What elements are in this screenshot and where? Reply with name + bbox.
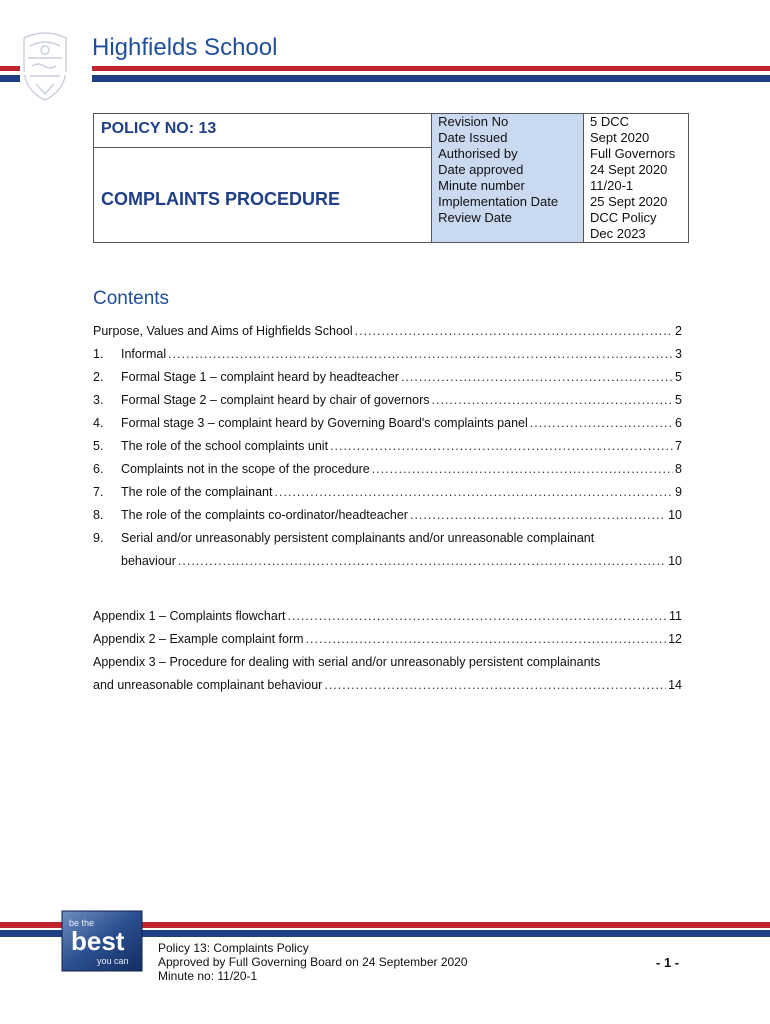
toc-entry[interactable] [93, 416, 682, 439]
toc-page-number: 2 [675, 324, 682, 338]
field-value: Full Governors [590, 146, 676, 161]
footer-approval-line: Approved by Full Governing Board on 24 September 2020 [158, 955, 468, 969]
toc-leader [401, 370, 673, 384]
toc-entry-text: Appendix 1 – Complaints flowchart [93, 609, 286, 623]
toc-entry-text: The role of the complaints co-ordinator/headteacher [121, 508, 408, 522]
field-value: Dec 2023 [590, 226, 646, 241]
toc-entry[interactable] [93, 462, 682, 485]
policy-field-values [584, 114, 689, 243]
toc-leader [372, 462, 673, 476]
toc-leader [287, 609, 667, 623]
appendix-list [93, 609, 682, 701]
toc-entry[interactable] [93, 485, 682, 508]
toc-leader [530, 416, 673, 430]
toc-leader [432, 393, 674, 407]
toc-page-number: 10 [668, 554, 682, 568]
toc-page-number: 5 [675, 393, 682, 407]
toc-entry-text: Formal stage 3 – complaint heard by Governing Board's complaints panel [121, 416, 528, 430]
field-value: Sept 2020 [590, 130, 650, 145]
toc-entry-number: 5. [93, 439, 104, 453]
toc-page-number: 14 [668, 678, 682, 692]
toc-entry-number: 9. [93, 531, 104, 545]
toc-entry-text: Complaints not in the scope of the procedure [121, 462, 370, 476]
toc-entry-text: The role of the complainant [121, 485, 273, 499]
toc-entry-text: behaviour [121, 554, 176, 568]
toc-entry-number: 7. [93, 485, 104, 499]
toc-page-number: 9 [675, 485, 682, 499]
footer-policy-line: Policy 13: Complaints Policy [158, 941, 309, 955]
toc-page-number: 12 [668, 632, 682, 646]
toc-entry-text: and unreasonable complainant behaviour [93, 678, 323, 692]
toc-leader [306, 632, 667, 646]
policy-number: POLICY NO: 13 [94, 114, 432, 148]
toc-entry-text: The role of the school complaints unit [121, 439, 329, 453]
toc-leader [410, 508, 666, 522]
toc-entry-text: Formal Stage 1 – complaint heard by headteacher [121, 370, 399, 384]
toc-leader [274, 485, 673, 499]
toc-entry-number: 8. [93, 508, 104, 522]
toc-entry-number: 1. [93, 347, 104, 361]
field-label: Date approved [438, 162, 524, 177]
toc-entry-text: Serial and/or unreasonably persistent complainants and/or unreasonable complainant [121, 531, 595, 545]
toc-page-number: 11 [669, 609, 682, 623]
toc-entry-text: Purpose, Values and Aims of Highfields School [93, 324, 353, 338]
logo-text-top: be the [69, 918, 95, 928]
logo-text-bottom: you can [97, 956, 129, 966]
toc-leader [324, 678, 666, 692]
table-of-contents [93, 324, 682, 577]
toc-entry-continuation[interactable] [93, 554, 682, 577]
policy-title: COMPLAINTS PROCEDURE [94, 148, 432, 243]
field-label: Implementation Date [438, 194, 559, 209]
toc-entry-text: Appendix 2 – Example complaint form [93, 632, 304, 646]
field-label: Revision No [438, 114, 509, 129]
field-value: 5 DCC [590, 114, 630, 129]
school-name: Highfields School [92, 34, 278, 61]
toc-page-number: 3 [675, 347, 682, 361]
toc-entry[interactable] [93, 324, 682, 347]
toc-page-number: 8 [675, 462, 682, 476]
toc-leader [178, 554, 666, 568]
page-number: - 1 - [656, 955, 680, 970]
field-value: 24 Sept 2020 [590, 162, 668, 177]
toc-page-number: 5 [675, 370, 682, 384]
toc-entry[interactable] [93, 439, 682, 462]
school-crest-icon [16, 28, 74, 102]
field-value: 11/20-1 [590, 178, 634, 193]
toc-appendix-entry[interactable] [93, 632, 682, 655]
toc-entry[interactable] [93, 531, 682, 554]
field-label: Authorised by [438, 146, 518, 161]
toc-entry[interactable] [93, 508, 682, 531]
toc-entry-number: 4. [93, 416, 104, 430]
toc-page-number: 10 [668, 508, 682, 522]
field-label: Date Issued [438, 130, 508, 145]
toc-leader [168, 347, 673, 361]
toc-entry[interactable] [93, 370, 682, 393]
toc-entry-text: Informal [121, 347, 167, 361]
toc-page-number: 7 [675, 439, 682, 453]
field-value: DCC Policy [590, 210, 657, 225]
toc-appendix-entry[interactable] [93, 609, 682, 632]
toc-entry-text: Formal Stage 2 – complaint heard by chair of governors [121, 393, 430, 407]
footer-minute-line: Minute no: 11/20-1 [158, 969, 258, 983]
be-the-best-you-can-logo-icon [61, 910, 143, 972]
policy-field-labels [432, 114, 584, 243]
toc-entry-text: Appendix 3 – Procedure for dealing with serial and/or unreasonably persistent complainants [93, 655, 601, 669]
field-label: Minute number [438, 178, 525, 193]
footer-text [158, 941, 468, 983]
toc-entry[interactable] [93, 347, 682, 370]
field-label [438, 226, 577, 242]
policy-info-table [93, 113, 689, 243]
field-label: Review Date [438, 210, 512, 225]
toc-leader [330, 439, 673, 453]
field-value: 25 Sept 2020 [590, 194, 668, 209]
logo-text-main: best [71, 926, 125, 956]
contents-heading: Contents [93, 288, 170, 309]
toc-appendix-continuation[interactable] [93, 678, 682, 701]
toc-entry-number: 6. [93, 462, 104, 476]
toc-page-number: 6 [675, 416, 682, 430]
toc-entry-number: 3. [93, 393, 104, 407]
toc-entry-number: 2. [93, 370, 104, 384]
toc-entry[interactable] [93, 393, 682, 416]
toc-appendix-entry[interactable] [93, 655, 682, 678]
toc-leader [355, 324, 673, 338]
